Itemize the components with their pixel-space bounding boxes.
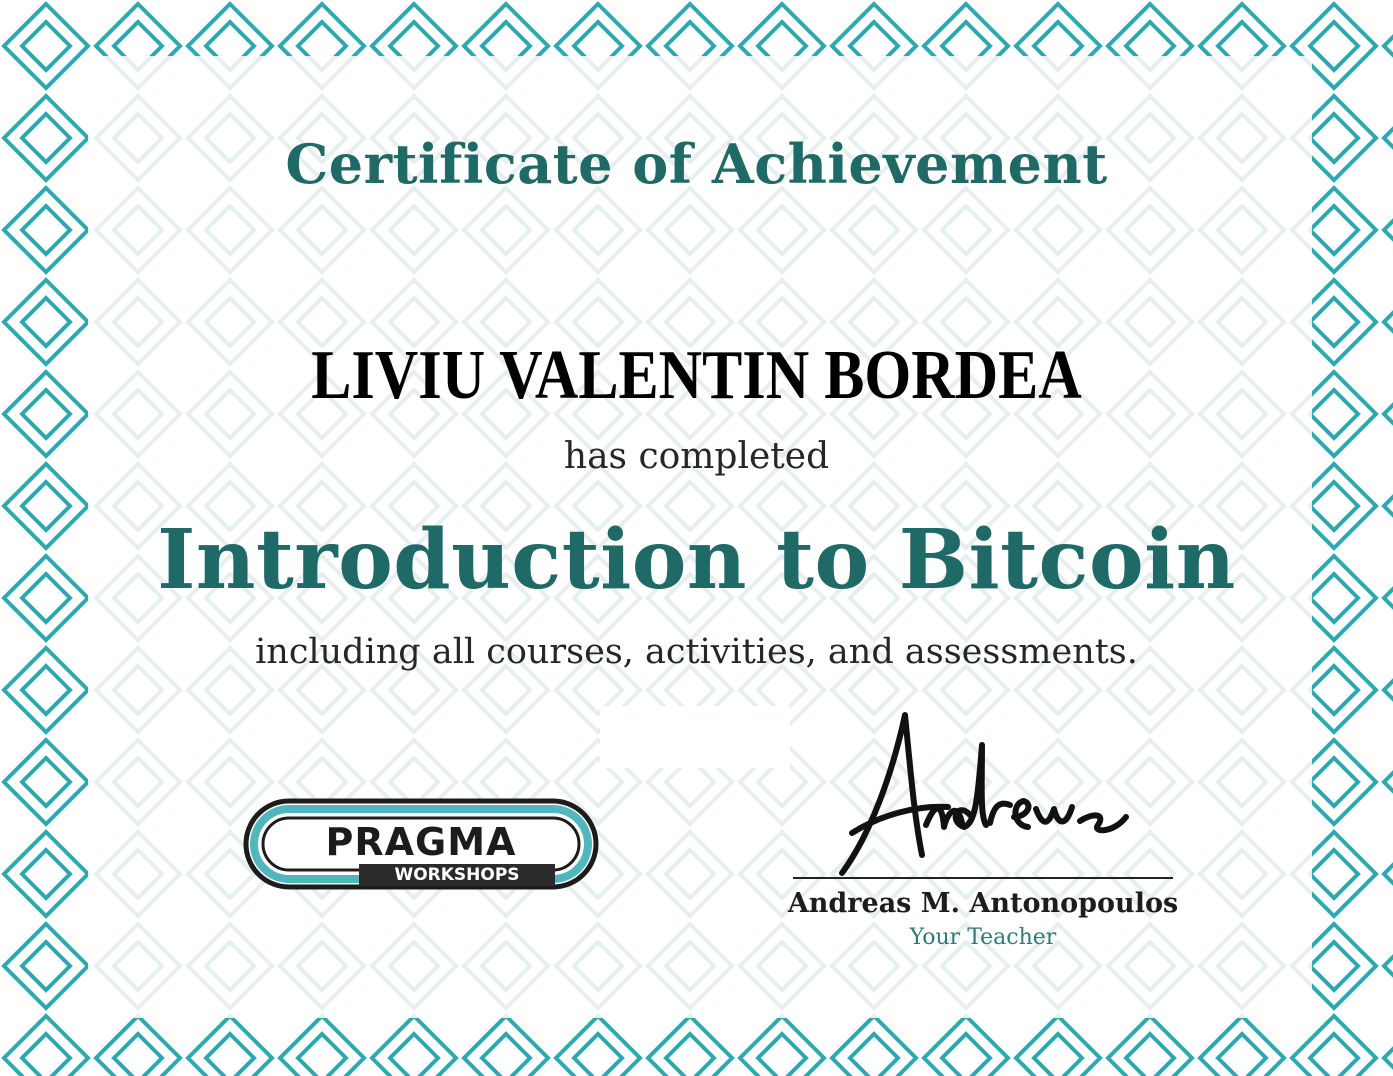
- certificate-title: Certificate of Achievement: [285, 132, 1108, 196]
- pragma-workshops-logo: [243, 798, 599, 890]
- logo-name: PRAGMA: [325, 820, 517, 864]
- handwritten-signature: [830, 705, 1140, 890]
- completion-text: has completed: [563, 436, 830, 477]
- recipient-name: LIVIU VALENTIN BORDEA: [311, 337, 1082, 414]
- signatory-name: Andreas M. Antonopoulos: [787, 888, 1179, 919]
- signature-line: [793, 877, 1173, 879]
- scope-text: including all courses, activities, and assessments.: [255, 632, 1138, 672]
- signatory-role: Your Teacher: [909, 925, 1057, 950]
- logo-subtitle: WORKSHOPS: [359, 864, 555, 886]
- course-name: Introduction to Bitcoin: [157, 512, 1236, 608]
